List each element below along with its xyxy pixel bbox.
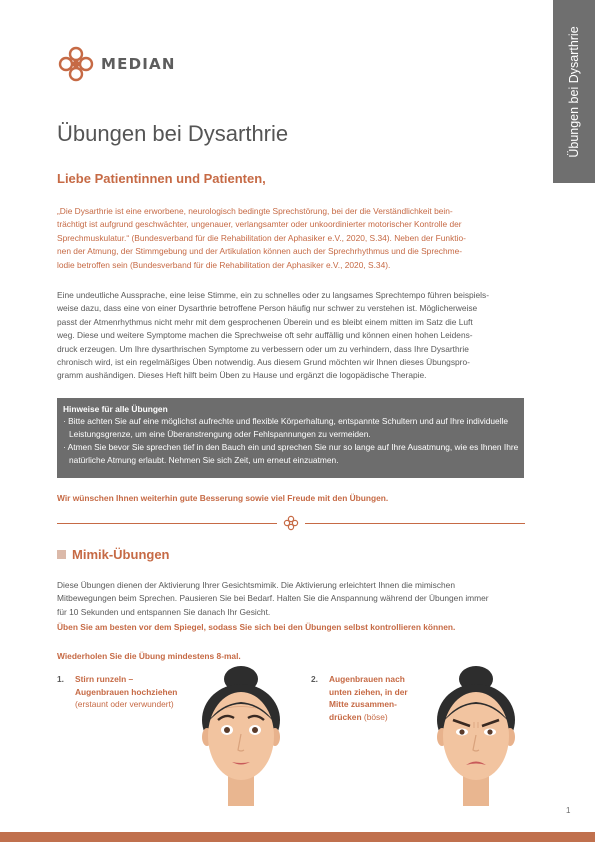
section-body-line: für 10 Sekunden und entspannen Sie danach Ihr Gesicht. — [57, 606, 271, 617]
intro-line: passt der Atmenrhythmus nicht mehr mit dem gesprochenen Überein und es bleibt einem mitten im Satz die Luft — [57, 316, 473, 327]
logo-wordmark: MEDIAN — [101, 55, 176, 73]
side-tab — [553, 0, 595, 183]
divider-line-right — [305, 523, 525, 524]
intro-line: weg. Diese und weitere Symptome machen die Sprechweise oft sehr auffällig und können einen hohen Leidens- — [57, 330, 473, 341]
section-title: Mimik-Übungen — [72, 547, 170, 562]
exercise-title-line: Mitte zusammen- — [329, 699, 397, 710]
quote-line: lodie betroffen sein (Bundesverband für die Rehabilitation der Aphasiker e.V., 2020, S.34). — [57, 259, 391, 270]
mirror-hint: Üben Sie am besten vor dem Spiegel, sodass Sie sich bei den Übungen selbst kontrollieren können. — [57, 622, 456, 632]
median-logo-icon — [57, 45, 95, 83]
median-logo — [57, 45, 176, 83]
page-title: Übungen bei Dysarthrie — [57, 121, 289, 146]
definition-quote — [57, 205, 525, 272]
section-body — [57, 579, 527, 619]
footer-bar — [0, 832, 595, 842]
divider-line-left — [57, 523, 277, 524]
exercise-note: (böse) — [363, 711, 388, 722]
intro-line: weise dazu, dass eine von einer Dysarthrie betroffene Person häufig nur schwer zu verstehen ist. Möglicherweise — [57, 303, 478, 314]
exercise-title-line: Stirn runzeln – — [75, 674, 134, 684]
exercise-number: 1. — [57, 674, 64, 684]
quote-line: nen der Atmung, der Stimmgebung und der Artikulation können auch der Sprechrhythmus und die Sprechme- — [57, 246, 463, 257]
flower-ornament-icon — [283, 515, 299, 531]
exercise-title-line: drücken — [329, 711, 362, 722]
hint-item: · Bitte achten Sie auf eine möglichst aufrechte und flexible Körperhaltung, entspannte Schultern und auf Ihre individuelle Leistungsgrenze, um eine Überanstrengung oder Fehlspannungen zu vermeiden. — [63, 416, 509, 439]
surprised-face-illustration — [198, 664, 284, 808]
intro-paragraph — [57, 289, 525, 383]
hint-item: · Atmen Sie bevor Sie sprechen tief in den Bauch ein und sprechen Sie nur so lange auf Ihre Ausatmung, wie es Ihnen Ihre natürliche Atmung erlaubt. Nehmen Sie sich Zeit, um erneut einzuatmen. — [63, 442, 519, 465]
wish-text: Wir wünschen Ihnen weiterhin gute Besserung sowie viel Freude mit den Übungen. — [57, 493, 389, 503]
page-number: 1 — [566, 806, 571, 815]
section-body-line: Mitbewegungen beim Sprechen. Pausieren Sie bei Bedarf. Halten Sie die Anspannung während der Übungen immer — [57, 593, 489, 604]
greeting: Liebe Patientinnen und Patienten, — [57, 171, 266, 186]
exercise-title-line: Augenbrauen nach — [329, 674, 405, 684]
hints-box — [57, 398, 524, 478]
angry-face-illustration — [433, 664, 519, 808]
section-marker — [57, 550, 66, 559]
intro-line: druck erzeugen. Um Ihre dysarthrischen Symptome zu verbessern oder um zu verhindern, dass Ihre Dysarthrie — [57, 343, 469, 354]
exercise-text — [75, 673, 205, 711]
repeat-instruction: Wiederholen Sie die Übung mindestens 8-mal. — [57, 651, 241, 661]
intro-line: gramm aushändigen. Dieses Heft hilft beim Üben zu Hause und ergänzt die logopädische Therapie. — [57, 370, 427, 381]
intro-line: chronisch wird, ist ein regelmäßiges Üben notwendig. Aus diesem Grund möchten wir Ihnen dieses Übungspro- — [57, 357, 470, 368]
exercise-number: 2. — [311, 674, 318, 684]
exercise-note: (erstaunt oder verwundert) — [75, 699, 174, 710]
side-tab-label: Übungen bei Dysarthrie — [567, 26, 581, 158]
intro-line: Eine undeutliche Aussprache, eine leise Stimme, ein zu schnelles oder zu langsames Sprechtempo führen beispiels- — [57, 290, 490, 300]
exercise-title-line: Augenbrauen hochziehen — [75, 686, 178, 697]
hints-title: Hinweise für alle Übungen — [63, 404, 168, 414]
quote-line: „Die Dysarthrie ist eine erworbene, neurologisch bedingte Sprechstörung, bei der die Verständlichkeit bein- — [57, 206, 453, 216]
quote-line: trächtigt ist aufgrund geschwächter, ungenauer, verlangsamter oder unkoordinierter motorischer Kontrolle der — [57, 219, 462, 230]
ornament-divider — [57, 523, 525, 524]
exercise-title-line: unten ziehen, in der — [329, 686, 408, 697]
section-body-line: Diese Übungen dienen der Aktivierung Ihrer Gesichtsmimik. Die Aktivierung erleichtert Ihnen die mimischen — [57, 580, 455, 590]
quote-line: Sprechmuskulatur.“ (Bundesverband für die Rehabilitation der Aphasiker e.V., 2020, S.34). Neben der Funktio- — [57, 232, 466, 243]
